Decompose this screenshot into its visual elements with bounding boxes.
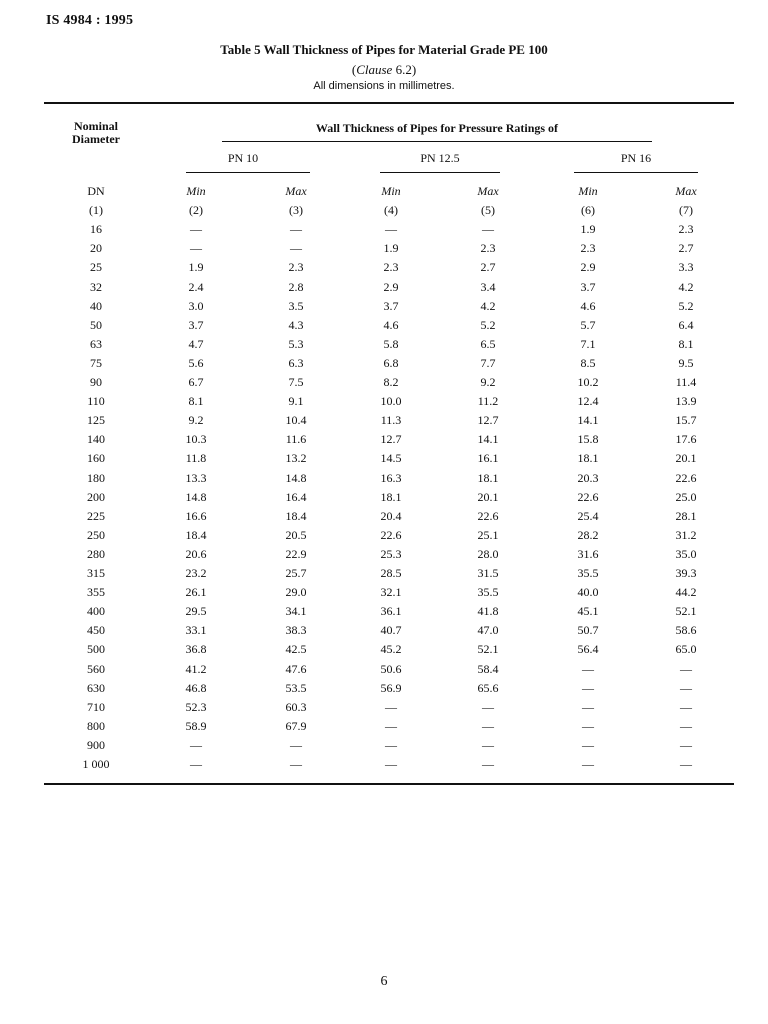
dn-value: 25 xyxy=(90,260,102,275)
thickness-value: 35.0 xyxy=(675,546,697,561)
thickness-value: 4.6 xyxy=(383,317,399,332)
thickness-value: 50.6 xyxy=(380,661,402,676)
thickness-value: 56.4 xyxy=(577,642,599,657)
thickness-value: 12.4 xyxy=(577,394,599,409)
standard-code: IS 4984 : 1995 xyxy=(46,13,134,28)
thickness-value: 10.3 xyxy=(185,432,207,447)
thickness-value: 13.9 xyxy=(675,394,697,409)
thickness-value: 31.2 xyxy=(675,527,697,542)
thickness-value: 41.2 xyxy=(185,661,207,676)
dn-value: 75 xyxy=(90,355,102,370)
thickness-value: 1.9 xyxy=(188,260,204,275)
thickness-value: 12.7 xyxy=(477,413,499,428)
thickness-value: — xyxy=(190,241,202,256)
thickness-value: 56.9 xyxy=(380,680,402,695)
thickness-value: — xyxy=(385,699,397,714)
thickness-value: 16.3 xyxy=(380,470,402,485)
max-column-header: Max xyxy=(675,184,697,198)
thickness-value: — xyxy=(385,737,397,752)
thickness-value: 14.8 xyxy=(185,489,207,504)
dn-value: 180 xyxy=(87,470,105,485)
thickness-value: 7.7 xyxy=(480,355,496,370)
thickness-value: 9.2 xyxy=(188,413,204,428)
thickness-value: 36.8 xyxy=(185,642,207,657)
thickness-value: 5.7 xyxy=(580,317,596,332)
thickness-value: 2.4 xyxy=(188,279,204,294)
thickness-value: 3.0 xyxy=(188,298,204,313)
thickness-value: 18.1 xyxy=(577,451,599,466)
thickness-value: 20.5 xyxy=(285,527,307,542)
thickness-value: 52.1 xyxy=(675,604,697,619)
thickness-value: 58.9 xyxy=(185,718,207,733)
thickness-value: — xyxy=(482,718,494,733)
pn10-header: PN 10 xyxy=(227,151,259,165)
dn-value: 560 xyxy=(87,661,105,676)
dn-value: 315 xyxy=(87,566,105,580)
thickness-value: 2.7 xyxy=(480,260,496,275)
thickness-value: 34.1 xyxy=(285,604,307,619)
dn-value: 355 xyxy=(87,585,105,600)
dn-value: 1 000 xyxy=(82,757,110,771)
thickness-value: 2.3 xyxy=(580,241,596,256)
thickness-value: 9.2 xyxy=(480,375,496,389)
thickness-value: 6.8 xyxy=(383,355,399,370)
thickness-value: 5.6 xyxy=(188,355,204,370)
pn10-underline xyxy=(186,172,310,173)
thickness-value: 2.7 xyxy=(678,241,694,256)
thickness-value: 40.7 xyxy=(380,623,402,638)
thickness-value: 28.5 xyxy=(380,566,402,580)
thickness-value: 8.2 xyxy=(383,375,399,389)
min-column-header: Min xyxy=(578,184,598,198)
thickness-value: 10.0 xyxy=(380,394,402,409)
table-title: Table 5 Wall Thickness of Pipes for Material Grade PE 100 xyxy=(220,42,548,57)
dn-value: 32 xyxy=(90,279,102,294)
dn-value: 20 xyxy=(90,241,102,256)
clause-reference: (Clause 6.2) xyxy=(351,62,417,77)
thickness-value: 52.1 xyxy=(477,642,499,657)
dn-value: 200 xyxy=(87,489,105,504)
thickness-value: — xyxy=(582,737,594,752)
thickness-value: 4.2 xyxy=(678,279,694,294)
thickness-value: 25.0 xyxy=(675,489,697,504)
thickness-value: 8.5 xyxy=(580,355,596,370)
clause-word: Clause xyxy=(356,62,393,77)
thickness-value: 4.6 xyxy=(580,298,596,313)
thickness-value: 22.6 xyxy=(675,470,697,485)
thickness-value: 52.3 xyxy=(185,699,207,714)
page-number: 6 xyxy=(380,974,388,989)
thickness-value: 1.9 xyxy=(580,222,596,237)
thickness-value: 15.8 xyxy=(577,432,599,447)
thickness-value: 9.5 xyxy=(678,355,694,370)
thickness-value: 5.2 xyxy=(480,317,496,332)
thickness-value: — xyxy=(582,699,594,714)
dn-value: 710 xyxy=(87,699,105,714)
thickness-value: 20.4 xyxy=(380,508,402,523)
thickness-value: 32.1 xyxy=(380,585,402,600)
dn-value: 160 xyxy=(87,451,105,466)
thickness-value: 3.7 xyxy=(580,279,596,294)
pn16-underline xyxy=(574,172,698,173)
column-number: (7) xyxy=(679,203,693,218)
thickness-value: 47.6 xyxy=(285,661,307,676)
thickness-value: 36.1 xyxy=(380,604,402,619)
thickness-value: 31.5 xyxy=(477,566,499,580)
thickness-value: 1.9 xyxy=(383,241,399,256)
thickness-value: 65.0 xyxy=(675,642,697,657)
thickness-value: 47.0 xyxy=(477,623,499,638)
dimensions-note: All dimensions in millimetres. xyxy=(313,80,455,92)
thickness-value: 31.6 xyxy=(577,546,599,561)
thickness-value: 22.9 xyxy=(285,546,307,561)
thickness-value: 5.2 xyxy=(678,298,694,313)
thickness-value: 9.1 xyxy=(288,394,304,409)
thickness-value: — xyxy=(190,757,202,771)
column-number: (1) xyxy=(89,203,103,218)
thickness-value: 44.2 xyxy=(675,585,697,600)
thickness-value: 28.0 xyxy=(477,546,499,561)
dn-value: 16 xyxy=(90,222,102,237)
thickness-value: 3.7 xyxy=(383,298,399,313)
thickness-value: 4.3 xyxy=(288,317,304,332)
thickness-value: 14.5 xyxy=(380,451,402,466)
thickness-value: 25.1 xyxy=(477,527,499,542)
thickness-value: 29.5 xyxy=(185,604,207,619)
table-bottom-rule xyxy=(44,783,734,785)
thickness-value: 58.6 xyxy=(675,623,697,638)
thickness-value: 6.5 xyxy=(480,336,496,351)
nominal-label: Nominal xyxy=(73,119,118,133)
thickness-value: 8.1 xyxy=(188,394,204,409)
thickness-value: — xyxy=(385,757,397,771)
dn-value: 500 xyxy=(87,642,105,657)
dn-value: 225 xyxy=(87,508,105,523)
thickness-value: — xyxy=(190,737,202,752)
thickness-value: — xyxy=(190,222,202,237)
thickness-value: 11.2 xyxy=(477,394,499,409)
max-column-header: Max xyxy=(285,184,307,198)
thickness-value: 13.2 xyxy=(285,451,307,466)
thickness-value: — xyxy=(680,718,692,733)
clause-number: 6.2 xyxy=(395,62,412,77)
dn-value: 63 xyxy=(90,336,102,351)
column-number: (5) xyxy=(481,203,495,218)
group-underline xyxy=(222,141,652,142)
thickness-value: 10.4 xyxy=(285,413,307,428)
thickness-value: — xyxy=(680,661,692,676)
thickness-value: 11.4 xyxy=(675,375,697,389)
thickness-value: 14.8 xyxy=(285,470,307,485)
thickness-value: — xyxy=(482,737,494,752)
dn-column-header: DN xyxy=(87,184,105,198)
thickness-value: 67.9 xyxy=(285,718,307,733)
thickness-value: — xyxy=(290,737,302,752)
thickness-value: — xyxy=(385,222,397,237)
thickness-value: — xyxy=(385,718,397,733)
thickness-value: — xyxy=(680,699,692,714)
pn12-5-header: PN 12.5 xyxy=(420,151,460,165)
thickness-value: 22.6 xyxy=(477,508,499,523)
thickness-value: 38.3 xyxy=(285,623,307,638)
dn-value: 400 xyxy=(87,604,105,619)
thickness-value: 16.6 xyxy=(185,508,207,523)
thickness-value: 65.6 xyxy=(477,680,499,695)
thickness-value: 22.6 xyxy=(380,527,402,542)
thickness-value: 45.1 xyxy=(577,604,599,619)
dn-value: 630 xyxy=(87,680,105,695)
pn16-header: PN 16 xyxy=(620,151,652,165)
thickness-value: 20.3 xyxy=(577,470,599,485)
thickness-value: 11.6 xyxy=(285,432,307,447)
thickness-value: — xyxy=(582,661,594,676)
thickness-value: 20.1 xyxy=(477,489,499,504)
dn-value: 110 xyxy=(87,394,105,409)
thickness-value: 25.7 xyxy=(285,566,307,580)
dn-value: 140 xyxy=(87,432,105,447)
thickness-value: 41.8 xyxy=(477,604,499,619)
dn-value: 50 xyxy=(90,317,102,332)
thickness-value: — xyxy=(482,757,494,771)
thickness-value: — xyxy=(680,757,692,771)
thickness-value: 18.1 xyxy=(477,470,499,485)
thickness-value: 3.5 xyxy=(288,298,304,313)
thickness-value: 17.6 xyxy=(675,432,697,447)
thickness-value: 50.7 xyxy=(577,623,599,638)
thickness-value: 53.5 xyxy=(285,680,307,695)
dn-value: 125 xyxy=(87,413,105,428)
thickness-value: 2.3 xyxy=(480,241,496,256)
thickness-value: 6.4 xyxy=(678,317,694,332)
thickness-value: — xyxy=(582,757,594,771)
thickness-value: 16.1 xyxy=(477,451,499,466)
diameter-label: Diameter xyxy=(72,132,120,146)
wall-thickness-group-header: Wall Thickness of Pipes for Pressure Ratings of xyxy=(315,121,559,135)
thickness-value: 2.9 xyxy=(383,279,399,294)
thickness-value: 46.8 xyxy=(185,680,207,695)
thickness-value: 18.4 xyxy=(285,508,307,523)
thickness-value: 11.8 xyxy=(185,451,207,466)
thickness-value: 35.5 xyxy=(577,566,599,580)
thickness-value: 8.1 xyxy=(678,336,694,351)
thickness-value: — xyxy=(482,699,494,714)
thickness-value: 2.9 xyxy=(580,260,596,275)
dn-value: 250 xyxy=(87,527,105,542)
thickness-value: — xyxy=(582,680,594,695)
dn-value: 90 xyxy=(90,375,102,389)
thickness-value: 58.4 xyxy=(477,661,499,676)
thickness-value: 3.7 xyxy=(188,317,204,332)
dn-value: 40 xyxy=(90,298,102,313)
thickness-value: 29.0 xyxy=(285,585,307,600)
thickness-value: 16.4 xyxy=(285,489,307,504)
dn-value: 800 xyxy=(87,718,105,733)
thickness-value: — xyxy=(582,718,594,733)
dn-value: 900 xyxy=(87,737,105,752)
thickness-value: 28.2 xyxy=(577,527,599,542)
pn12-5-underline xyxy=(380,172,500,173)
thickness-value: 15.7 xyxy=(675,413,697,428)
thickness-value: 25.3 xyxy=(380,546,402,561)
thickness-value: — xyxy=(680,680,692,695)
thickness-value: 42.5 xyxy=(285,642,307,657)
thickness-value: 14.1 xyxy=(477,432,499,447)
thickness-value: 23.2 xyxy=(185,566,207,580)
thickness-value: 7.5 xyxy=(288,375,304,389)
thickness-value: 35.5 xyxy=(477,585,499,600)
thickness-value: 2.3 xyxy=(383,260,399,275)
thickness-value: — xyxy=(680,737,692,752)
table-top-rule xyxy=(44,102,734,104)
dn-value: 450 xyxy=(87,623,105,638)
column-number: (3) xyxy=(289,203,303,218)
thickness-value: 33.1 xyxy=(185,623,207,638)
column-number: (4) xyxy=(384,203,398,218)
dn-value: 280 xyxy=(87,546,105,561)
thickness-value: — xyxy=(290,241,302,256)
thickness-value: 6.3 xyxy=(288,355,304,370)
thickness-value: 4.2 xyxy=(480,298,496,313)
thickness-value: 2.3 xyxy=(288,260,304,275)
thickness-value: 18.1 xyxy=(380,489,402,504)
thickness-value: 5.8 xyxy=(383,336,399,351)
thickness-value: 7.1 xyxy=(580,336,596,351)
thickness-value: 25.4 xyxy=(577,508,599,523)
thickness-value: 60.3 xyxy=(285,699,307,714)
thickness-value: 45.2 xyxy=(380,642,402,657)
thickness-value: 22.6 xyxy=(577,489,599,504)
nominal-diameter-header xyxy=(58,120,134,146)
thickness-value: 39.3 xyxy=(675,566,697,580)
thickness-value: 18.4 xyxy=(185,527,207,542)
thickness-value: 6.7 xyxy=(188,375,204,389)
min-column-header: Min xyxy=(381,184,401,198)
column-number: (2) xyxy=(189,203,203,218)
thickness-value: 2.3 xyxy=(678,222,694,237)
thickness-value: 20.6 xyxy=(185,546,207,561)
thickness-value: 10.2 xyxy=(577,375,599,389)
thickness-value: 3.3 xyxy=(678,260,694,275)
max-column-header: Max xyxy=(477,184,499,198)
thickness-value: — xyxy=(290,757,302,771)
thickness-value: 14.1 xyxy=(577,413,599,428)
thickness-value: 11.3 xyxy=(380,413,402,428)
thickness-value: 26.1 xyxy=(185,585,207,600)
thickness-value: 2.8 xyxy=(288,279,304,294)
thickness-value: 20.1 xyxy=(675,451,697,466)
thickness-value: — xyxy=(482,222,494,237)
thickness-value: — xyxy=(290,222,302,237)
thickness-value: 5.3 xyxy=(288,336,304,351)
thickness-value: 28.1 xyxy=(675,508,697,523)
thickness-value: 3.4 xyxy=(480,279,496,294)
thickness-value: 12.7 xyxy=(380,432,402,447)
thickness-value: 4.7 xyxy=(188,336,204,351)
thickness-value: 13.3 xyxy=(185,470,207,485)
thickness-value: 40.0 xyxy=(577,585,599,600)
min-column-header: Min xyxy=(186,184,206,198)
column-number: (6) xyxy=(581,203,595,218)
